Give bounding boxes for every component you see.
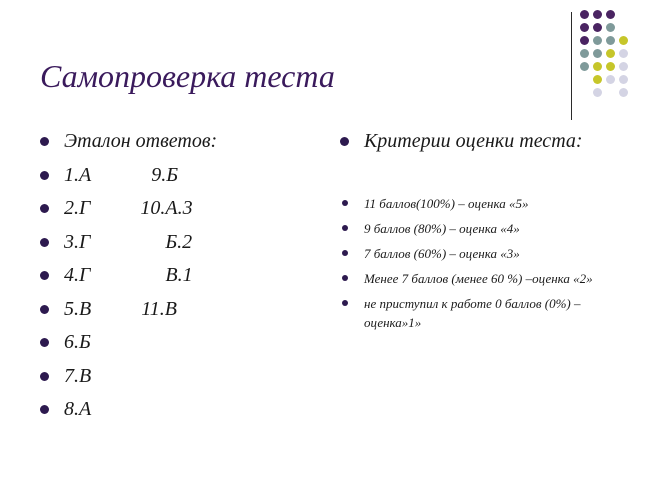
bullet-icon <box>40 204 49 213</box>
list-item: 7 баллов (60%) – оценка «3» <box>340 244 624 263</box>
list-item: 2.Г 10.А.3 <box>40 196 217 230</box>
decor-dot <box>593 36 602 45</box>
decor-dot <box>606 23 615 32</box>
list-item: 3.Г Б.2 <box>40 230 217 264</box>
decor-dot <box>606 75 615 84</box>
list-item: 6.Б <box>40 330 217 364</box>
decor-dot <box>619 36 628 45</box>
decor-dot <box>580 10 589 19</box>
bullet-icon <box>40 372 49 381</box>
slide-title: Самопроверка теста <box>40 58 335 94</box>
list-item: 8.А <box>40 397 217 431</box>
decor-dot <box>606 49 615 58</box>
bullet-icon <box>40 305 49 314</box>
decor-dot <box>619 88 628 97</box>
decor-dot <box>619 62 628 71</box>
bullet-icon <box>40 238 49 247</box>
bullet-icon <box>342 250 348 256</box>
bullet-icon <box>40 338 49 347</box>
decor-dot <box>580 49 589 58</box>
answer-key-list <box>40 129 217 431</box>
list-item: 4.Г В.1 <box>40 263 217 297</box>
criteria-list <box>340 194 624 338</box>
vertical-divider-line <box>571 12 572 120</box>
decor-dot <box>606 10 615 19</box>
list-item: Менее 7 баллов (менее 60 %) –оценка «2» <box>340 269 624 288</box>
bullet-icon <box>342 275 348 281</box>
decor-dot <box>593 23 602 32</box>
list-item: 9 баллов (80%) – оценка «4» <box>340 219 624 238</box>
decor-dot <box>606 36 615 45</box>
decor-dot <box>593 10 602 19</box>
decor-dot <box>619 75 628 84</box>
list-item: Эталон ответов: <box>40 129 217 163</box>
bullet-icon <box>40 271 49 280</box>
decor-dot <box>593 62 602 71</box>
decor-dot <box>593 88 602 97</box>
bullet-icon <box>40 405 49 414</box>
bullet-icon <box>40 137 49 146</box>
list-item: 11 баллов(100%) – оценка «5» <box>340 194 624 213</box>
decor-dot <box>606 62 615 71</box>
list-item: 1.А 9.Б <box>40 163 217 197</box>
decor-dot <box>580 23 589 32</box>
bullet-icon <box>342 300 348 306</box>
bullet-icon <box>340 137 349 146</box>
decor-dot <box>619 49 628 58</box>
bullet-icon <box>342 225 348 231</box>
decor-dot <box>580 62 589 71</box>
decor-dot <box>593 49 602 58</box>
criteria-heading: Критерии оценки теста: <box>340 129 583 153</box>
bullet-icon <box>40 171 49 180</box>
list-item: 5.В 11.В <box>40 297 217 331</box>
list-item: 7.В <box>40 364 217 398</box>
list-item: не приступил к работе 0 баллов (0%) – оценка»1» <box>340 294 624 332</box>
decor-dot <box>593 75 602 84</box>
decor-dot <box>580 36 589 45</box>
bullet-icon <box>342 200 348 206</box>
